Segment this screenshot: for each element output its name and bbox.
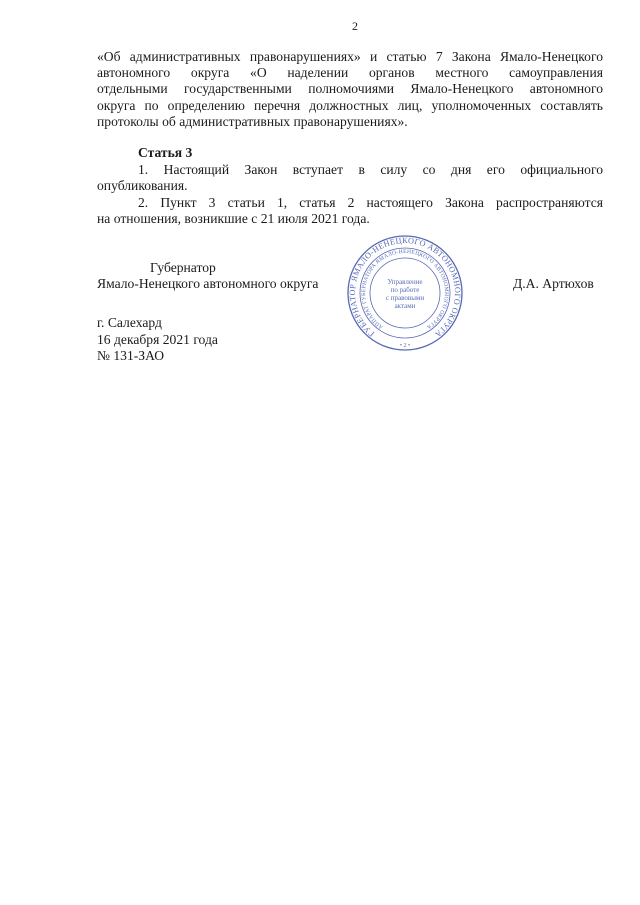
text-line: на отношения, возникшие с 21 июля 2021 года. <box>97 211 370 226</box>
svg-text:с правовыми: с правовыми <box>385 294 425 302</box>
signatory-region: Ямало-Ненецкого автономного округа <box>97 276 319 291</box>
page-number: 2 <box>352 19 358 33</box>
law-number: № 131-ЗАО <box>97 348 165 363</box>
svg-text:актами: актами <box>394 302 416 310</box>
text-line: отдельными государственными полномочиями Ямало-Ненецкого автономного <box>97 81 603 96</box>
date: 16 декабря 2021 года <box>97 332 218 347</box>
official-seal <box>346 234 464 352</box>
seal-inner-text: АППАРАТ ГУБЕРНАТОРА ЯМАЛО-НЕНЕЦКОГО АВТОНОМНОГО ОКРУГА <box>360 248 450 330</box>
text-line: «Об административных правонарушениях» и статью 7 Закона Ямало-Ненецкого <box>97 49 603 64</box>
text-line: 2. Пункт 3 статьи 1, статья 2 настоящего Закона распространяются <box>138 195 603 210</box>
signatory-name: Д.А. Артюхов <box>513 276 594 291</box>
text-line: 1. Настоящий Закон вступает в силу со дня его официального <box>138 162 603 177</box>
svg-text:Управление: Управление <box>387 278 423 286</box>
signatory-title: Губернатор <box>150 260 216 275</box>
text-line: протоколы об административных правонарушениях». <box>97 114 408 129</box>
text-line: округа по определению перечня должностных лиц, уполномоченных составлять <box>97 98 603 113</box>
seal-outer-text: ГУБЕРНАТОР ЯМАЛО-НЕНЕЦКОГО АВТОНОМНОГО ОКРУГА <box>347 235 463 339</box>
svg-text:по работе: по работе <box>390 286 420 294</box>
text-line: опубликования. <box>97 178 188 193</box>
text-line: автономного округа «О наделении органов местного самоуправления <box>97 65 603 80</box>
svg-text:• 2 •: • 2 • <box>399 343 411 349</box>
article-heading: Статья 3 <box>138 145 193 160</box>
city: г. Салехард <box>97 315 162 330</box>
